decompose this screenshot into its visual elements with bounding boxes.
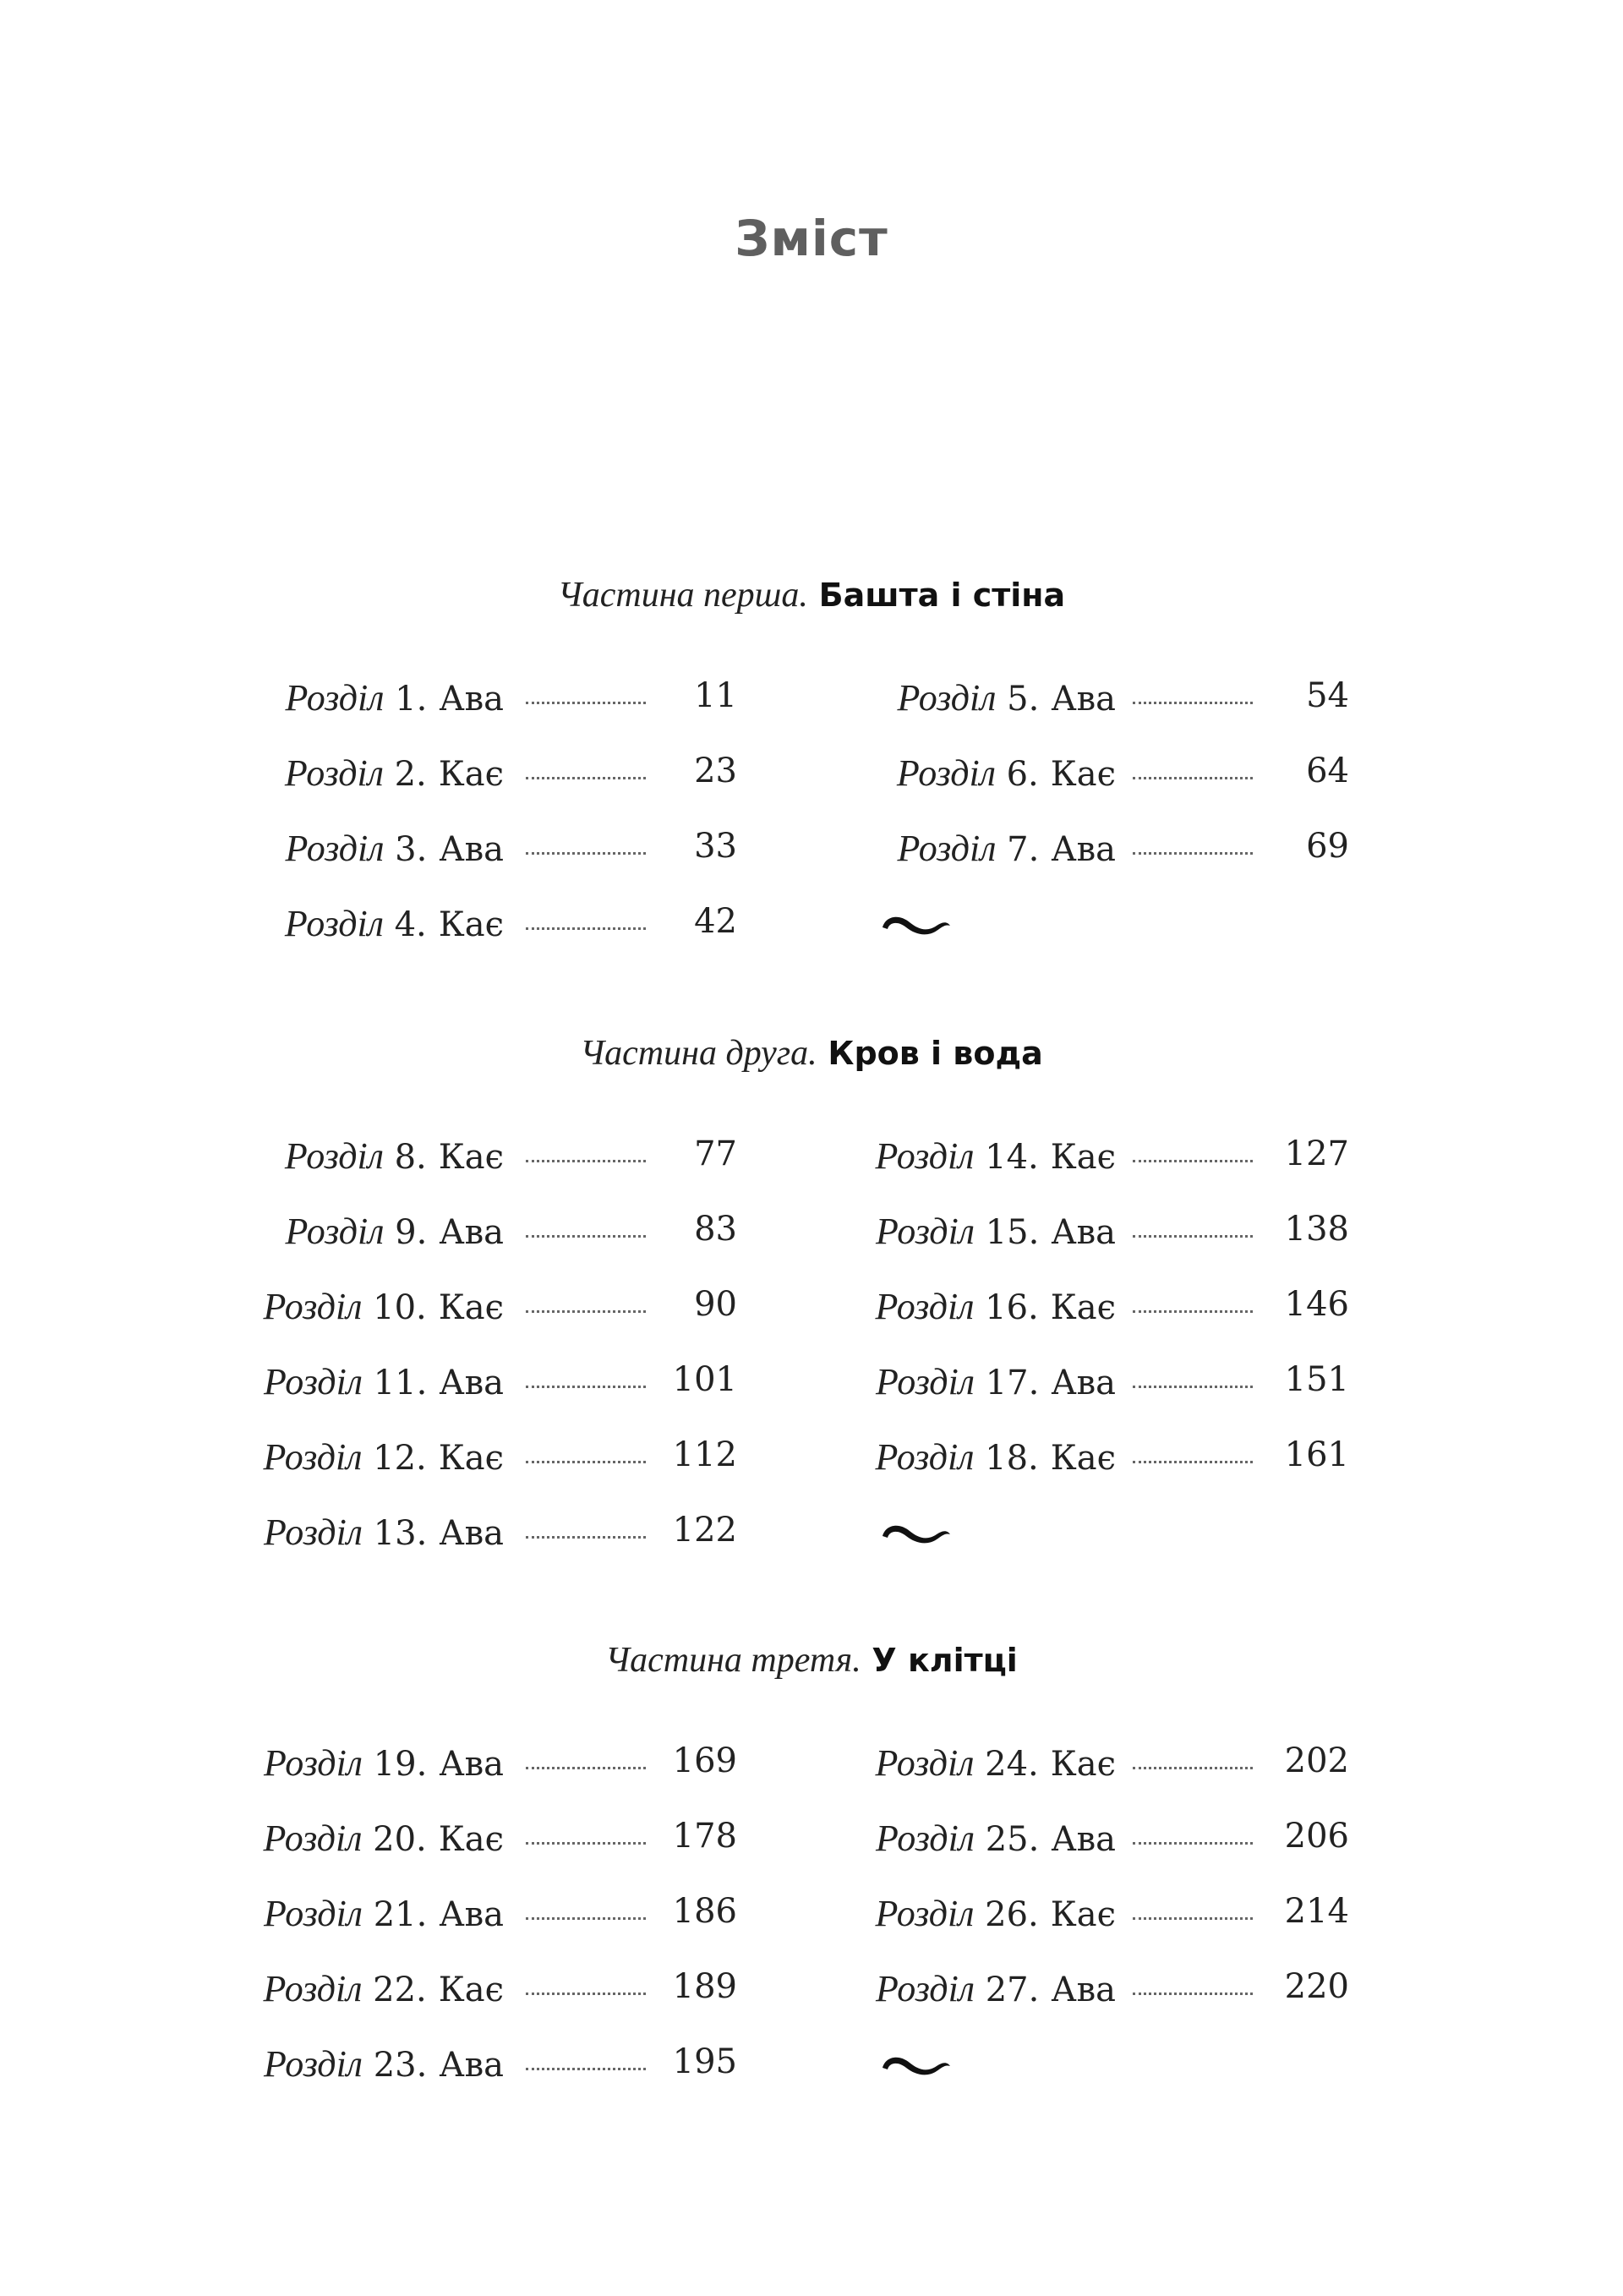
page-number: 169 — [672, 1741, 737, 1780]
dot-leader — [1133, 852, 1253, 855]
chapter-title — [264, 1511, 504, 1554]
chapter-word: Розділ — [264, 1893, 363, 1934]
chapter-narrator: Кає — [1050, 1439, 1116, 1478]
chapter-word: Розділ — [284, 1135, 384, 1177]
chapter-number: 20. — [373, 1820, 427, 1859]
toc-entry[interactable] — [270, 827, 737, 902]
toc-entry[interactable] — [264, 2042, 737, 2118]
page-number: 42 — [694, 902, 737, 941]
part-label: Частина перша. — [557, 576, 808, 615]
dot-leader — [1133, 1767, 1253, 1769]
chapter-number: 5. — [1007, 680, 1040, 719]
chapter-title — [897, 676, 1116, 719]
dot-leader — [1133, 1160, 1253, 1162]
part-heading — [0, 575, 1623, 615]
chapter-number: 13. — [373, 1514, 428, 1553]
chapter-word: Розділ — [875, 1742, 975, 1784]
page-number: 195 — [672, 2042, 737, 2081]
chapter-title — [876, 1360, 1116, 1403]
chapter-word: Розділ — [876, 1211, 975, 1252]
toc-entry[interactable] — [877, 1967, 1349, 2042]
page-number: 178 — [672, 1817, 737, 1856]
chapter-narrator: Кає — [1050, 1895, 1116, 1934]
toc-column-right — [877, 1741, 1349, 2042]
chapter-word: Розділ — [285, 828, 385, 869]
dot-leader — [526, 1842, 646, 1845]
toc-entry[interactable] — [263, 1285, 737, 1360]
chapter-word: Розділ — [263, 1436, 363, 1478]
page-number: 69 — [1306, 827, 1349, 866]
part-name: Кров і вода — [828, 1035, 1043, 1072]
toc-entry[interactable] — [270, 1134, 737, 1210]
dot-leader — [1133, 777, 1253, 779]
chapter-narrator: Ава — [439, 2046, 504, 2085]
dot-leader — [1133, 702, 1253, 704]
chapter-title — [264, 1360, 504, 1403]
chapter-title — [285, 676, 504, 719]
chapter-number: 12. — [373, 1439, 427, 1478]
part-name: Башта і стіна — [818, 577, 1066, 614]
toc-entry[interactable] — [270, 752, 737, 827]
chapter-number: 2. — [394, 755, 427, 794]
chapter-number: 10. — [373, 1288, 427, 1327]
chapter-word: Розділ — [285, 1211, 385, 1252]
toc-entry[interactable] — [270, 1210, 737, 1285]
chapter-number: 24. — [985, 1745, 1039, 1784]
toc-entry[interactable] — [877, 1210, 1349, 1285]
page-number: 151 — [1284, 1360, 1349, 1399]
page-number: 33 — [694, 827, 737, 866]
chapter-narrator: Ава — [439, 1213, 504, 1252]
page-number: 214 — [1284, 1892, 1349, 1931]
toc-entry[interactable] — [264, 1511, 737, 1586]
chapter-narrator: Ава — [439, 830, 504, 869]
page-number: 202 — [1284, 1741, 1349, 1780]
dot-leader — [526, 1235, 646, 1238]
dot-leader — [526, 927, 646, 930]
dot-leader — [526, 1767, 646, 1769]
page-number: 23 — [694, 752, 737, 790]
chapter-number: 22. — [373, 1971, 427, 2009]
dot-leader — [1133, 1461, 1253, 1463]
chapter-title — [875, 1741, 1116, 1785]
dot-leader — [1133, 1235, 1253, 1238]
toc-entry[interactable] — [263, 1967, 737, 2042]
dot-leader — [526, 1310, 646, 1313]
chapter-title — [876, 1817, 1116, 1860]
chapter-word: Розділ — [263, 1286, 363, 1327]
page-number: 54 — [1306, 676, 1349, 715]
dot-leader — [526, 852, 646, 855]
page-number: 146 — [1284, 1285, 1349, 1324]
page-title: Зміст — [735, 210, 888, 267]
chapter-word: Розділ — [875, 1286, 975, 1327]
chapter-number: 9. — [395, 1213, 428, 1252]
chapter-number: 26. — [985, 1895, 1039, 1934]
dot-leader — [526, 1160, 646, 1162]
chapter-title — [875, 1285, 1116, 1328]
toc-entry[interactable] — [877, 752, 1349, 827]
chapter-word: Розділ — [264, 1742, 363, 1784]
part-label: Частина третя. — [605, 1641, 861, 1680]
toc-column-right — [877, 676, 1349, 902]
chapter-narrator: Ава — [439, 1364, 504, 1402]
chapter-title — [264, 1741, 504, 1785]
chapter-narrator: Кає — [438, 905, 504, 944]
dot-leader — [526, 1993, 646, 1995]
chapter-number: 19. — [373, 1745, 428, 1784]
chapter-title — [263, 1967, 504, 2010]
chapter-number: 21. — [373, 1895, 428, 1934]
chapter-title — [876, 1967, 1116, 2010]
chapter-title — [897, 827, 1116, 870]
toc-entry[interactable] — [270, 902, 737, 977]
chapter-narrator: Ава — [1051, 1364, 1116, 1402]
chapter-word: Розділ — [897, 677, 997, 719]
chapter-title — [263, 1285, 504, 1328]
dot-leader — [1133, 1386, 1253, 1388]
chapter-title — [285, 902, 504, 945]
dot-leader — [1133, 1310, 1253, 1313]
swash-ornament-icon — [877, 907, 954, 941]
page-number: 206 — [1284, 1817, 1349, 1856]
chapter-title — [875, 1134, 1116, 1178]
chapter-narrator: Кає — [1050, 1288, 1116, 1327]
chapter-narrator: Ава — [1051, 830, 1116, 869]
chapter-narrator: Кає — [438, 1138, 504, 1177]
chapter-word: Розділ — [875, 1436, 975, 1478]
chapter-word: Розділ — [285, 677, 385, 719]
page-number: 90 — [694, 1285, 737, 1324]
dot-leader — [1133, 1842, 1253, 1845]
chapter-word: Розділ — [875, 1893, 975, 1934]
chapter-word: Розділ — [284, 752, 384, 794]
chapter-title — [897, 752, 1116, 795]
chapter-narrator: Кає — [1050, 1138, 1116, 1177]
page-number: 11 — [694, 676, 737, 715]
page-number: 112 — [672, 1435, 737, 1474]
chapter-number: 7. — [1007, 830, 1040, 869]
chapter-word: Розділ — [263, 1968, 363, 2009]
chapter-word: Розділ — [875, 1135, 975, 1177]
page-number: 122 — [672, 1511, 737, 1550]
page-number: 189 — [672, 1967, 737, 2006]
chapter-number: 18. — [985, 1439, 1039, 1478]
chapter-word: Розділ — [263, 1818, 363, 1859]
chapter-number: 4. — [394, 905, 427, 944]
chapter-title — [285, 752, 504, 795]
dot-leader — [526, 777, 646, 779]
part-heading — [0, 1033, 1623, 1074]
toc-entry[interactable] — [877, 1817, 1349, 1892]
toc-column-left — [263, 1134, 737, 1586]
page-number: 186 — [672, 1892, 737, 1931]
chapter-narrator: Ава — [439, 680, 504, 719]
part-name: У клітці — [872, 1642, 1018, 1679]
chapter-number: 6. — [1006, 755, 1039, 794]
toc-entry[interactable] — [264, 1741, 737, 1817]
toc-entry[interactable] — [270, 676, 737, 752]
toc-column-left — [263, 1741, 737, 2118]
chapter-narrator: Ава — [1051, 1971, 1116, 2009]
toc-entry[interactable] — [263, 1435, 737, 1511]
chapter-narrator: Кає — [438, 1439, 504, 1478]
toc-entry[interactable] — [264, 1360, 737, 1435]
chapter-word: Розділ — [264, 1361, 363, 1402]
chapter-narrator: Кає — [438, 1971, 504, 2009]
chapter-title — [875, 1435, 1116, 1479]
toc-entry[interactable] — [263, 1817, 737, 1892]
chapter-title — [264, 2042, 504, 2086]
chapter-narrator: Ава — [439, 1745, 504, 1784]
chapter-word: Розділ — [896, 752, 996, 794]
dot-leader — [526, 1461, 646, 1463]
swash-ornament-icon — [877, 2047, 954, 2081]
dot-leader — [526, 1386, 646, 1388]
page-number: 83 — [694, 1210, 737, 1249]
chapter-narrator: Кає — [438, 1820, 504, 1859]
chapter-number: 27. — [985, 1971, 1040, 2009]
chapter-word: Розділ — [876, 1361, 975, 1402]
chapter-narrator: Кає — [1050, 755, 1116, 794]
dot-leader — [526, 1917, 646, 1920]
chapter-title — [285, 1210, 504, 1253]
chapter-number: 11. — [373, 1364, 428, 1402]
chapter-number: 3. — [395, 830, 428, 869]
chapter-number: 8. — [394, 1138, 427, 1177]
toc-entry[interactable] — [877, 1134, 1349, 1210]
toc-column-left — [270, 676, 737, 977]
chapter-number: 14. — [985, 1138, 1039, 1177]
chapter-number: 25. — [985, 1820, 1040, 1859]
chapter-title — [285, 1134, 504, 1178]
page-number: 138 — [1284, 1210, 1349, 1249]
chapter-narrator: Ава — [439, 1514, 504, 1553]
chapter-narrator: Ава — [1051, 1820, 1116, 1859]
toc-entry[interactable] — [877, 1435, 1349, 1511]
chapter-word: Розділ — [876, 1818, 975, 1859]
dot-leader — [1133, 1993, 1253, 1995]
page-number: 127 — [1284, 1134, 1349, 1173]
toc-entry[interactable] — [877, 1892, 1349, 1967]
part-heading — [0, 1640, 1623, 1681]
chapter-title — [876, 1210, 1116, 1253]
chapter-number: 15. — [985, 1213, 1040, 1252]
toc-entry[interactable] — [877, 1285, 1349, 1360]
page-number: 64 — [1306, 752, 1349, 790]
chapter-title — [285, 827, 504, 870]
chapter-title — [875, 1892, 1116, 1935]
chapter-narrator: Кає — [438, 1288, 504, 1327]
chapter-number: 23. — [373, 2046, 428, 2085]
swash-ornament-icon — [877, 1516, 954, 1550]
page-number: 77 — [694, 1134, 737, 1173]
chapter-narrator: Ава — [1051, 1213, 1116, 1252]
chapter-title — [263, 1435, 504, 1479]
part-label: Частина друга. — [580, 1034, 817, 1073]
chapter-title — [263, 1817, 504, 1860]
dot-leader — [1133, 1917, 1253, 1920]
chapter-word: Розділ — [876, 1968, 975, 2009]
page-number: 161 — [1284, 1435, 1349, 1474]
chapter-word: Розділ — [264, 1512, 363, 1553]
chapter-number: 1. — [395, 680, 428, 719]
toc-entry[interactable] — [877, 827, 1349, 902]
chapter-word: Розділ — [264, 2043, 363, 2085]
chapter-word: Розділ — [897, 828, 997, 869]
toc-entry[interactable] — [264, 1892, 737, 1967]
chapter-narrator: Ава — [1051, 680, 1116, 719]
chapter-title — [264, 1892, 504, 1935]
toc-entry[interactable] — [877, 676, 1349, 752]
toc-column-right — [877, 1134, 1349, 1511]
chapter-narrator: Кає — [1050, 1745, 1116, 1784]
chapter-number: 16. — [985, 1288, 1039, 1327]
toc-entry[interactable] — [877, 1360, 1349, 1435]
chapter-narrator: Ава — [439, 1895, 504, 1934]
page-number: 101 — [672, 1360, 737, 1399]
toc-entry[interactable] — [877, 1741, 1349, 1817]
chapter-narrator: Кає — [438, 755, 504, 794]
dot-leader — [526, 702, 646, 704]
dot-leader — [526, 1536, 646, 1539]
dot-leader — [526, 2068, 646, 2070]
chapter-word: Розділ — [284, 903, 384, 944]
chapter-number: 17. — [985, 1364, 1040, 1402]
page-number: 220 — [1284, 1967, 1349, 2006]
